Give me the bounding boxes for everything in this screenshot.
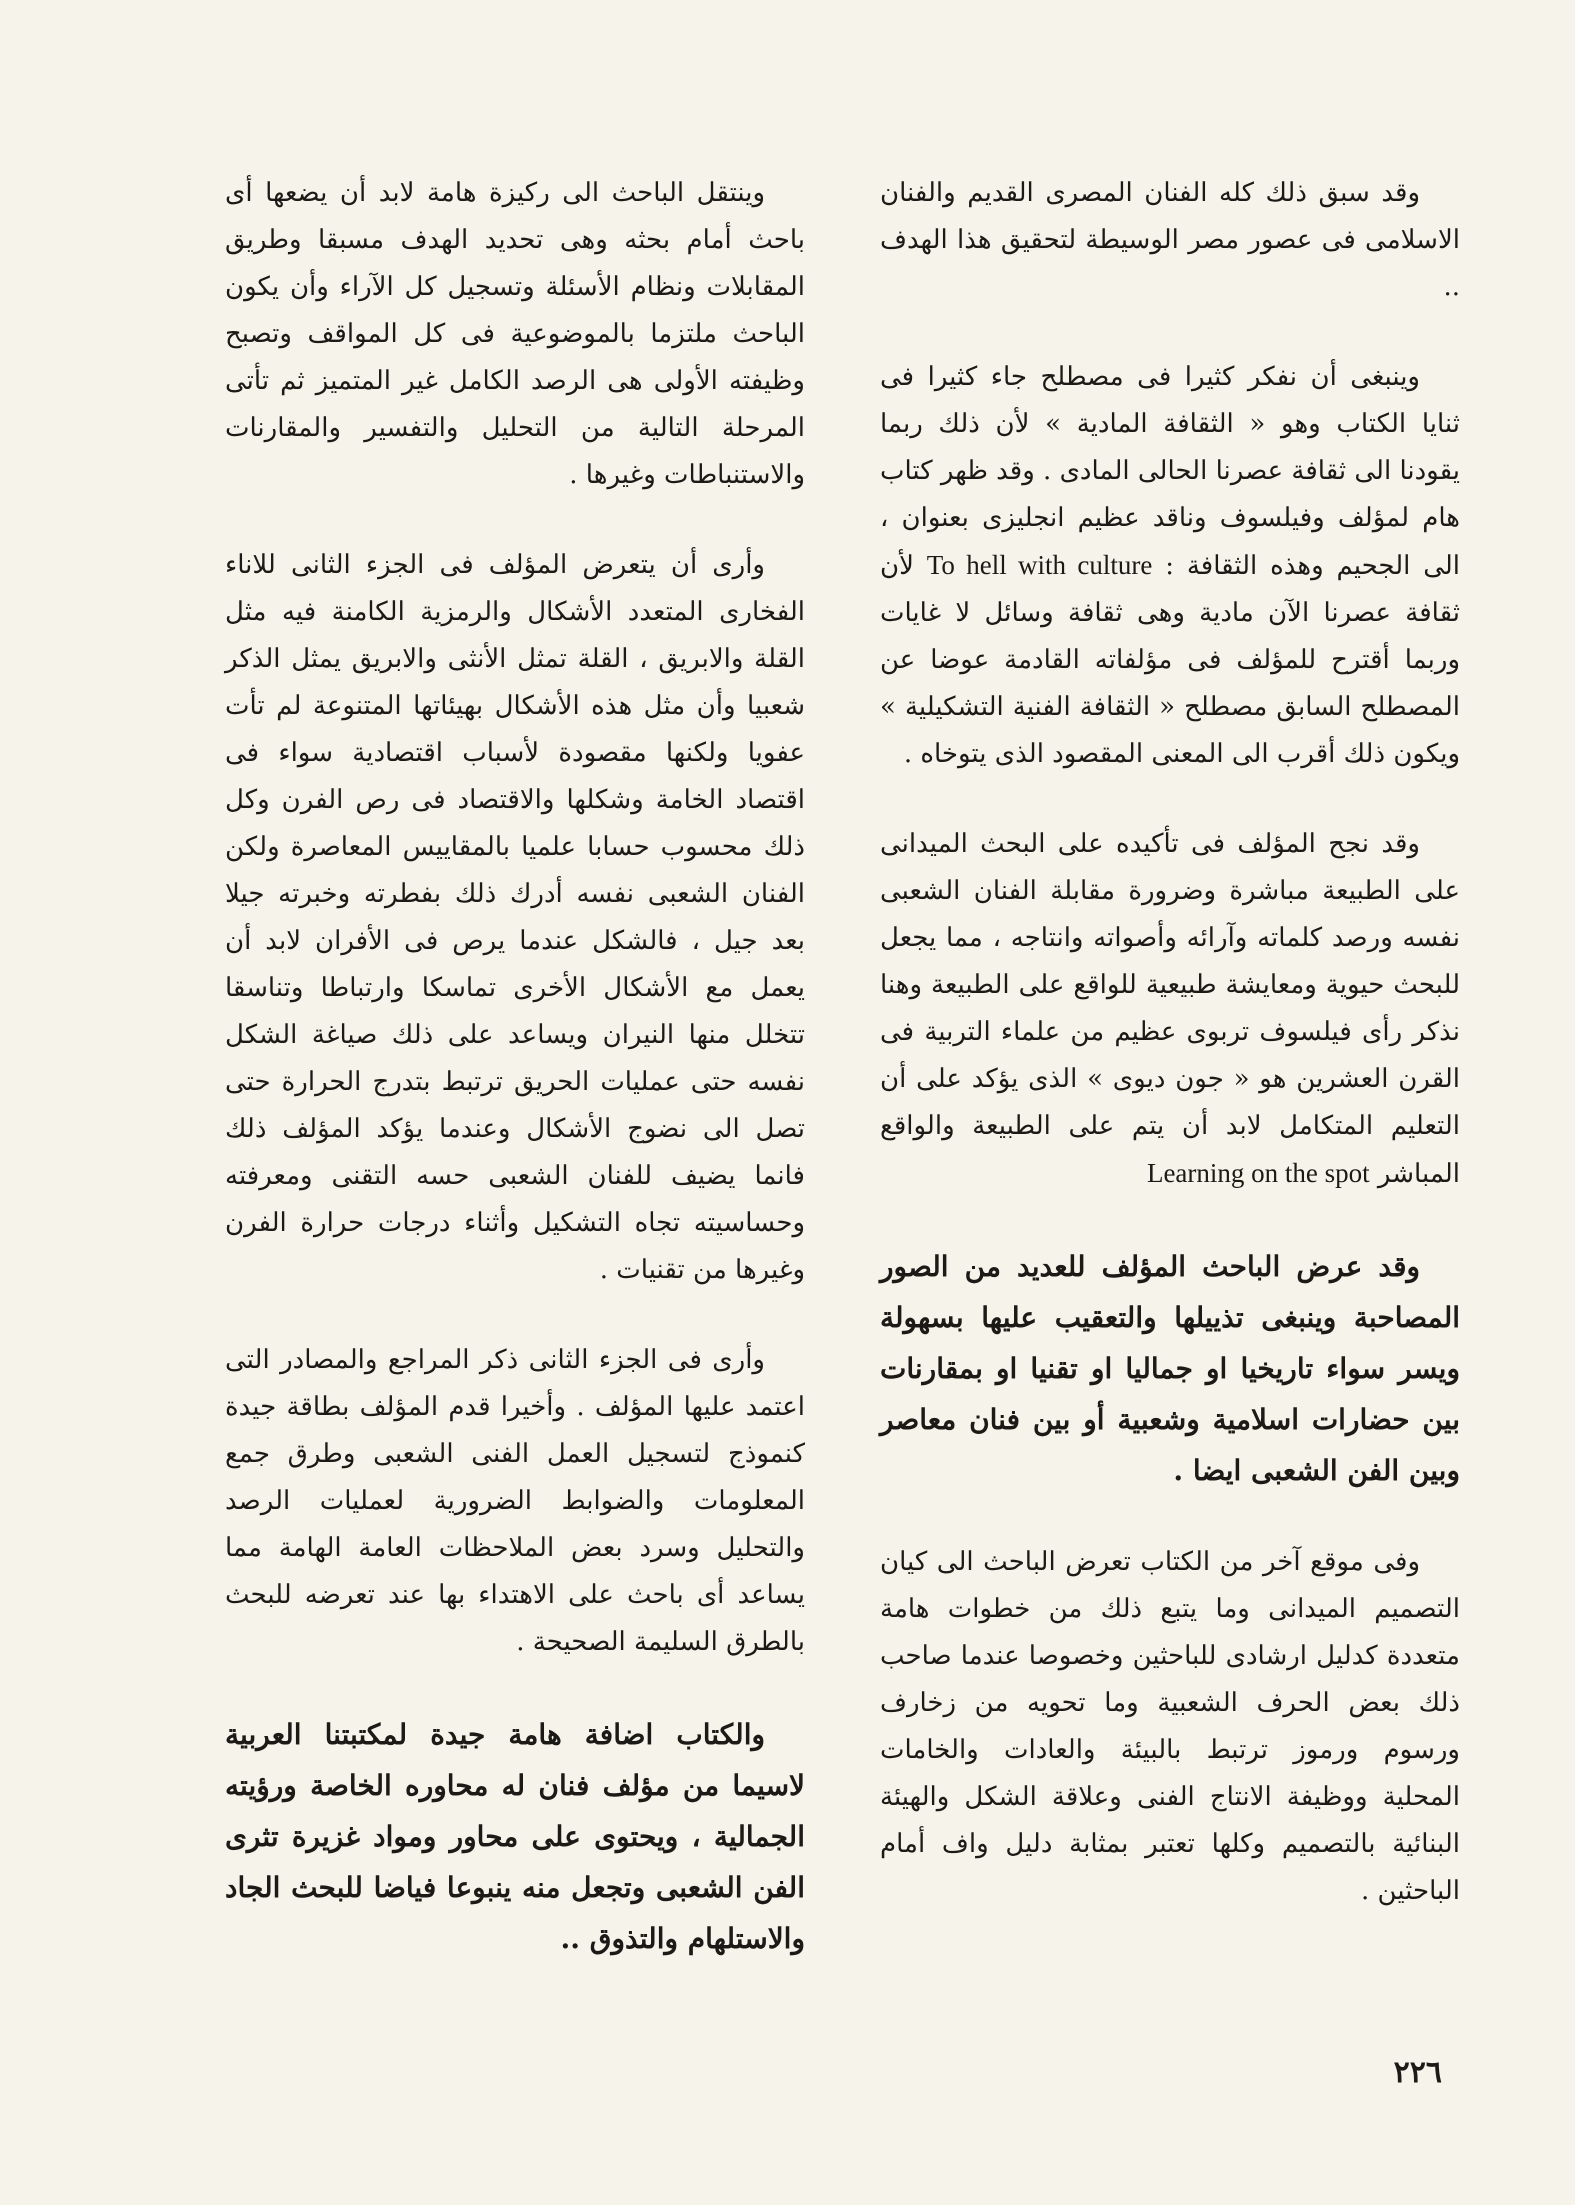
- right-paragraph-4-bold: وقد عرض الباحث المؤلف للعديد من الصور المصاحبة وينبغى تذييلها والتعقيب عليها بسهولة ويسر سواء تاريخيا او جماليا او تقنيا او بمقارنات بين حضارات اسلامية وشعبية أو بين فنان معاصر وبين الفن الشعبى ايضا .: [880, 1250, 1460, 1487]
- right-paragraph-3: [880, 821, 1460, 1198]
- left-paragraph-3: وأرى فى الجزء الثانى ذكر المراجع والمصادر التى اعتمد عليها المؤلف . وأخيرا قدم المؤلف بطاقة جيدة كنموذج لتسجيل العمل الفنى الشعبى وطرق جمع المعلومات والضوابط الضرورية لعمليات الرصد والتحليل وسرد بعض الملاحظات العامة الهامة مما يساعد أى باحث على الاهتداء بها عند تعرضه للبحث بالطرق السليمة الصحيحة .: [225, 1345, 805, 1657]
- left-paragraph-2: وأرى أن يتعرض المؤلف فى الجزء الثانى للاناء الفخارى المتعدد الأشكال والرمزية الكامنة فيه مثل القلة والابريق ، القلة تمثل الأنثى والابريق يمثل الذكر شعبيا وأن مثل هذه الأشكال بهيئاتها المتنوعة لم تأت عفويا ولكنها مقصودة لأسباب اقتصادية سواء فى اقتصاد الخامة وشكلها والاقتصاد فى رص الفرن وكل ذلك محسوب حسابا علميا بالمقاييس المعاصرة ولكن الفنان الشعبى نفسه أدرك ذلك بفطرته وخبرته جيلا بعد جيل ، فالشكل عندما يرص فى الأفران لابد أن يعمل مع الأشكال الأخرى تماسكا وارتباطا وتناسقا تتخلل منها النيران ويساعد على ذلك صياغة الشكل نفسه حتى عمليات الحريق ترتبط بتدرج الحرارة حتى تصل الى نضوج الأشكال وعندما يؤكد المؤلف ذلك فانما يضيف للفنان الشعبى حسه التقنى ومعرفته وحساسيته تجاه التشكيل وأثناء درجات حرارة الفرن وغيرها من تقنيات .: [225, 550, 805, 1285]
- right-column: [880, 170, 1460, 1958]
- right-paragraph-5: وفى موقع آخر من الكتاب تعرض الباحث الى كيان التصميم الميدانى وما يتبع ذلك من خطوات هامة متعددة كدليل ارشادى للباحثين وخصوصا عندما صاحب ذلك بعض الحرف الشعبية وما تحويه من زخارف ورسوم ورموز ترتبط بالبيئة والعادات والخامات المحلية ووظيفة الانتاج الفنى وعلاقة الشكل والهيئة البنائية بالتصميم وكلها تعتبر بمثابة دليل واف أمام الباحثين .: [880, 1547, 1460, 1906]
- left-column: [225, 170, 805, 2007]
- right-paragraph-1: وقد سبق ذلك كله الفنان المصرى القديم والفنان الاسلامى فى عصور مصر الوسيطة لتحقيق هذا الهدف ..: [880, 178, 1460, 302]
- right-paragraph-2-text: وينبغى أن نفكر كثيرا فى مصطلح جاء كثيرا فى ثنايا الكتاب وهو « الثقافة المادية » لأن ذلك ربما يقودنا الى ثقافة عصرنا الحالى المادى . وقد ظهر كتاب هام لمؤلف وفيلسوف وناقد عظيم انجليزى بعنوان ، الى الجحيم وهذه الثقافة :: [879, 362, 1461, 581]
- right-paragraph-3-text: وقد نجح المؤلف فى تأكيده على البحث الميدانى على الطبيعة مباشرة وضرورة مقابلة الفنان الشعبى نفسه ورصد كلماته وآرائه وأصواته وانتاجه ، مما يجعل للبحث حيوية ومعايشة طبيعية للواقع على الطبيعة وهنا نذكر رأى فيلسوف تربوى عظيم من علماء التربية فى القرن العشرين هو « جون ديوى » الذى يؤكد على أن التعليم المتكامل لابد أن يتم على الطبيعة والواقع المباشر: [880, 829, 1460, 1189]
- left-paragraph-1: وينتقل الباحث الى ركيزة هامة لابد أن يضعها أى باحث أمام بحثه وهى تحديد الهدف مسبقا وطريق المقابلات ونظام الأسئلة وتسجيل كل الآراء وأن يكون الباحث ملتزما بالموضوعية فى كل المواقف وتصبح وظيفته الأولى هى الرصد الكامل غير المتميز ثم تأتى المرحلة التالية من التحليل والتفسير والمقارنات والاستنباطات وغيرها .: [225, 178, 805, 490]
- right-paragraph-2: [880, 354, 1460, 778]
- english-phrase-to-hell-with-culture: To hell with culture: [926, 550, 1153, 580]
- left-paragraph-4-bold: والكتاب اضافة هامة جيدة لمكتبتنا العربية لاسيما من مؤلف فنان له محاوره الخاصة ورؤيته الجمالية ، ويحتوى على محاور ومواد غزيرة تثرى الفن الشعبى وتجعل منه ينبوعا فياضا للبحث الجاد والاستلهام والتذوق ..: [225, 1718, 805, 1955]
- english-phrase-learning-on-the-spot: Learning on the spot: [1146, 1158, 1370, 1188]
- page-number: ٢٢٦: [1393, 2055, 1442, 2090]
- right-paragraph-2-continuation: لأن ثقافة عصرنا الآن مادية وهى ثقافة وسائل لا غايات وربما أقترح للمؤلف فى مؤلفاته القادمة عوضا عن المصطلح السابق مصطلح « الثقافة الفنية التشكيلية » ويكون ذلك أقرب الى المعنى المقصود الذى يتوخاه .: [880, 551, 1460, 769]
